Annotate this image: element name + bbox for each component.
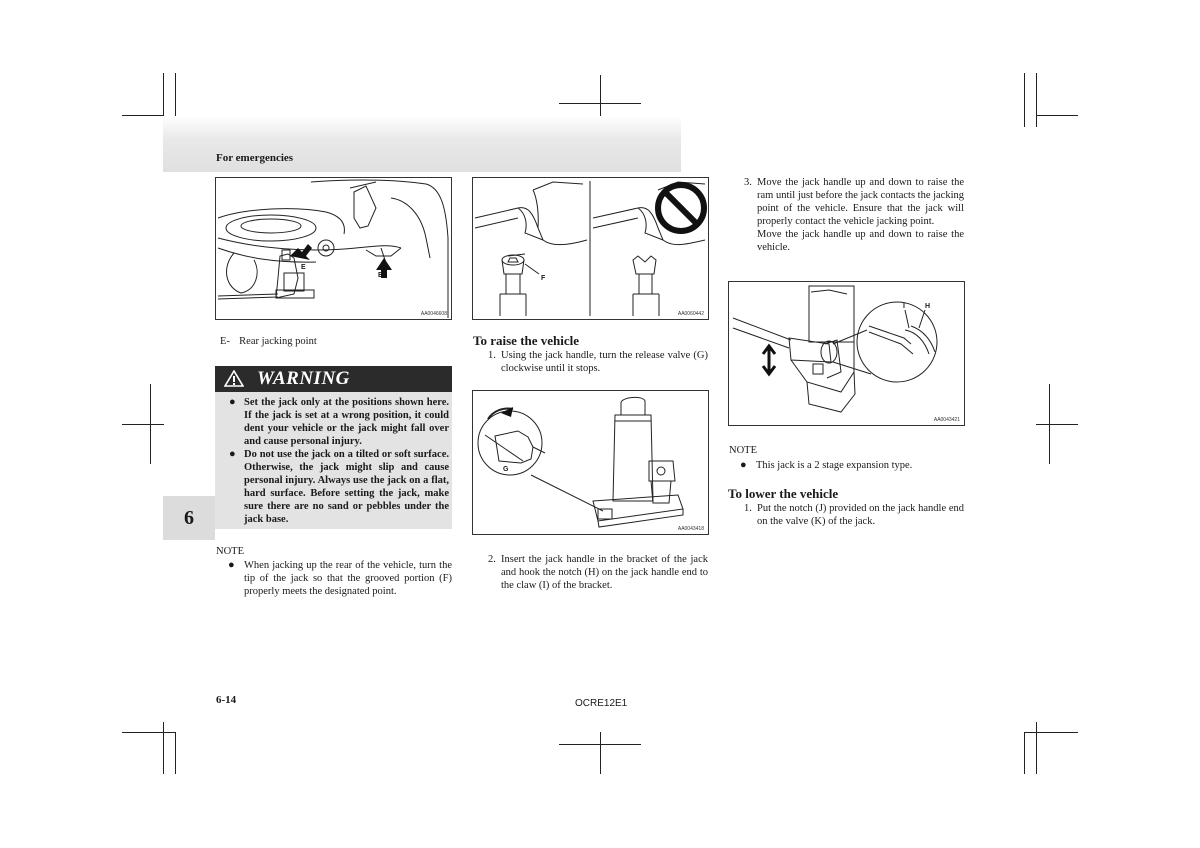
bullet-icon: ●	[228, 559, 235, 571]
warning-title: WARNING	[257, 368, 350, 389]
crop-mark	[1036, 424, 1078, 425]
callout-f: F	[541, 275, 546, 282]
note-title: NOTE	[216, 546, 244, 557]
crop-mark	[163, 722, 164, 774]
figure-caption	[220, 335, 317, 348]
callout-h: H	[925, 303, 931, 310]
step-number: 3.	[744, 177, 752, 188]
lower-steps-list	[744, 502, 964, 528]
note-title: NOTE	[729, 445, 757, 456]
caption-text: Rear jacking point	[239, 336, 317, 347]
section-heading-lower: To lower the vehicle	[728, 486, 839, 501]
crop-mark	[559, 744, 641, 745]
crop-mark	[559, 103, 641, 104]
callout-i: I	[903, 303, 905, 310]
raise-steps-list	[488, 349, 708, 375]
crop-mark	[1024, 732, 1078, 733]
raise-steps-list-cont	[488, 553, 708, 592]
release-valve-illustration	[473, 391, 708, 534]
figure-code: AA0060442	[677, 311, 704, 317]
step-item: 2. Insert the jack handle in the bracket of the jack and hook the notch (H) on the jack handle end to the claw (I) of the bracket.	[488, 554, 708, 591]
jack-tip-comparison-illustration	[473, 178, 708, 319]
callout-g: G	[503, 466, 509, 473]
figure-code: AA0043418	[677, 526, 704, 532]
step-number: 1.	[744, 503, 752, 514]
page-number: 6-14	[216, 694, 237, 706]
warning-item: ● Set the jack only at the positions shown here. If the jack is set at a wrong position, it could dent your vehicle or the jack might fall over and cause personal injury.	[229, 396, 449, 447]
crop-mark	[1036, 115, 1078, 116]
figure-code: AA0046608	[420, 311, 447, 317]
rear-jacking-illustration	[216, 178, 451, 319]
chapter-tab: 6	[163, 496, 215, 540]
bullet-icon: ●	[229, 396, 236, 408]
raise-steps-list-right	[744, 176, 964, 254]
warning-list	[229, 396, 449, 526]
callout-e: E	[301, 264, 306, 271]
note-list	[740, 459, 964, 472]
step-item: 1. Put the notch (J) provided on the jack handle end on the valve (K) of the jack.	[744, 503, 964, 527]
step-number: 2.	[488, 554, 496, 565]
warning-item: ● Do not use the jack on a tilted or soft surface. Otherwise, the jack might slip and cause personal injury. Always use the jack on a flat, hard surface. Before setting the jack, make sure there are no sand or pebbles under the jack base.	[229, 448, 449, 525]
grooved-portion-figure	[472, 177, 709, 320]
step-item: 1. Using the jack handle, turn the release valve (G) clockwise until it stops.	[488, 350, 708, 374]
warning-title-bar	[215, 366, 452, 392]
crop-mark	[1024, 732, 1025, 774]
release-valve-figure	[472, 390, 709, 535]
note-list	[228, 559, 452, 598]
section-heading-raise: To raise the vehicle	[473, 333, 580, 348]
crop-mark	[1024, 73, 1025, 127]
step-item: 3. Move the jack handle up and down to raise the ram until just before the jack contacts the jacking point of the vehicle. Ensure that the jack will properly contact the vehicle jacking point. Move the jack handle up and down to raise the vehicle.	[744, 177, 965, 253]
figure-code: AA0043421	[933, 417, 960, 423]
crop-mark	[122, 732, 176, 733]
caption-letter: E-	[220, 336, 230, 347]
bullet-icon: ●	[740, 459, 747, 471]
rear-jacking-point-figure	[215, 177, 452, 320]
note-item: ● This jack is a 2 stage expansion type.	[740, 459, 913, 471]
crop-mark	[175, 732, 176, 774]
note-item: ● When jacking up the rear of the vehicle, turn the tip of the jack so that the grooved portion (F) properly meets the designated point.	[228, 559, 452, 597]
warning-box	[215, 392, 452, 529]
jack-handle-figure	[728, 281, 965, 426]
crop-mark	[1036, 73, 1037, 127]
section-label: For emergencies	[216, 152, 294, 164]
crop-mark	[1036, 722, 1037, 774]
crop-mark	[122, 115, 164, 116]
step-number: 1.	[488, 350, 496, 361]
crop-mark	[122, 424, 164, 425]
crop-mark	[600, 732, 601, 774]
warning-triangle-icon	[224, 370, 244, 387]
callout-e: E	[378, 272, 383, 279]
bullet-icon: ●	[229, 448, 236, 460]
document-code: OCRE12E1	[575, 698, 628, 709]
